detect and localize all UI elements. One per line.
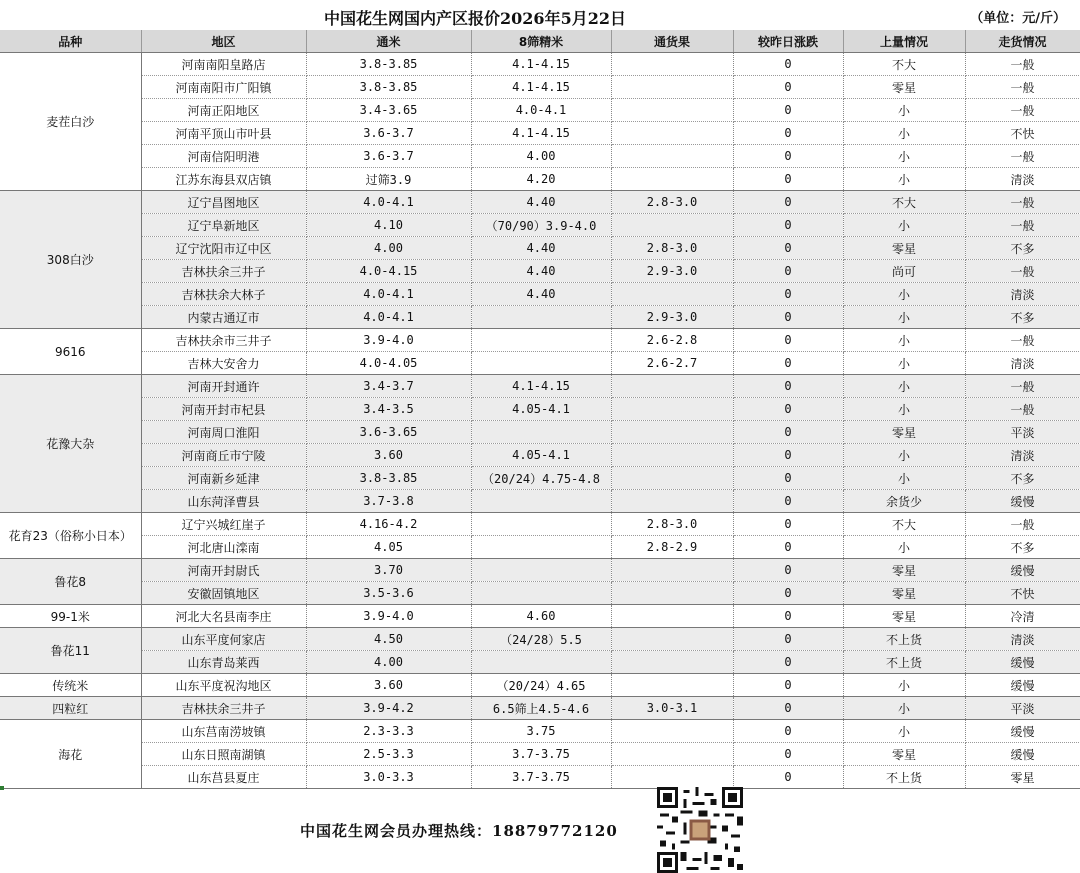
region-cell: 河南开封市杞县 [141, 398, 306, 421]
sieve8-cell: 4.05-4.1 [471, 398, 611, 421]
supply-cell: 尚可 [843, 260, 965, 283]
table-row [0, 260, 1080, 283]
sales-cell: 清淡 [965, 628, 1080, 651]
sieve8-cell: （24/28）5.5 [471, 628, 611, 651]
table-row [0, 559, 1080, 582]
price-table [0, 30, 1080, 789]
region-cell: 河南商丘市宁陵 [141, 444, 306, 467]
region-cell: 山东莒县夏庄 [141, 766, 306, 789]
change-cell: 0 [733, 214, 843, 237]
footer [0, 786, 1080, 873]
supply-cell: 小 [843, 145, 965, 168]
tonghuoguo-cell: 2.8-3.0 [611, 513, 733, 536]
sales-cell: 清淡 [965, 283, 1080, 306]
tongmi-cell: 3.60 [306, 674, 471, 697]
sales-cell: 一般 [965, 191, 1080, 214]
tongmi-cell: 3.6-3.7 [306, 145, 471, 168]
region-cell: 河北大名县南李庄 [141, 605, 306, 628]
sieve8-cell: 4.20 [471, 168, 611, 191]
supply-cell: 小 [843, 306, 965, 329]
table-row [0, 145, 1080, 168]
tonghuoguo-cell [611, 651, 733, 674]
sales-cell: 清淡 [965, 168, 1080, 191]
region-cell: 辽宁阜新地区 [141, 214, 306, 237]
table-row [0, 720, 1080, 743]
region-cell: 吉林扶余市三井子 [141, 329, 306, 352]
sales-cell: 缓慢 [965, 674, 1080, 697]
sieve8-cell: （70/90）3.9-4.0 [471, 214, 611, 237]
tongmi-cell: 3.8-3.85 [306, 467, 471, 490]
change-cell: 0 [733, 582, 843, 605]
region-cell: 山东青岛莱西 [141, 651, 306, 674]
sieve8-cell: 4.1-4.15 [471, 53, 611, 76]
header-tongmi: 通米 [306, 30, 471, 53]
region-cell: 辽宁沈阳市辽中区 [141, 237, 306, 260]
table-row [0, 76, 1080, 99]
region-cell: 山东平度何家店 [141, 628, 306, 651]
supply-cell: 小 [843, 674, 965, 697]
sales-cell: 一般 [965, 99, 1080, 122]
tonghuoguo-cell [611, 628, 733, 651]
header-change: 较昨日涨跌 [733, 30, 843, 53]
tonghuoguo-cell [611, 76, 733, 99]
sales-cell: 一般 [965, 214, 1080, 237]
sales-cell: 缓慢 [965, 490, 1080, 513]
region-cell: 河北唐山滦南 [141, 536, 306, 559]
sieve8-cell: 4.40 [471, 283, 611, 306]
table-row [0, 122, 1080, 145]
change-cell: 0 [733, 559, 843, 582]
header-row [0, 30, 1080, 53]
sales-cell: 清淡 [965, 444, 1080, 467]
tonghuoguo-cell: 3.0-3.1 [611, 697, 733, 720]
supply-cell: 小 [843, 352, 965, 375]
tongmi-cell: 过筛3.9 [306, 168, 471, 191]
hotline-text: 中国花生网会员办理热线：18879772120 [300, 822, 618, 840]
tongmi-cell: 3.9-4.2 [306, 697, 471, 720]
tonghuoguo-cell: 2.8-2.9 [611, 536, 733, 559]
change-cell: 0 [733, 329, 843, 352]
supply-cell: 小 [843, 283, 965, 306]
supply-cell: 小 [843, 398, 965, 421]
sieve8-cell: 4.05-4.1 [471, 444, 611, 467]
tongmi-cell: 2.3-3.3 [306, 720, 471, 743]
header-supply: 上量情况 [843, 30, 965, 53]
sales-cell: 缓慢 [965, 720, 1080, 743]
tongmi-cell: 4.0-4.1 [306, 306, 471, 329]
region-cell: 山东菏泽曹县 [141, 490, 306, 513]
tongmi-cell: 3.4-3.7 [306, 375, 471, 398]
supply-cell: 小 [843, 122, 965, 145]
table-row [0, 99, 1080, 122]
tonghuoguo-cell: 2.9-3.0 [611, 260, 733, 283]
table-row [0, 352, 1080, 375]
sieve8-cell [471, 352, 611, 375]
region-cell: 河南正阳地区 [141, 99, 306, 122]
supply-cell: 小 [843, 99, 965, 122]
variety-cell: 花育23（俗称小日本） [0, 513, 141, 559]
tongmi-cell: 4.0-4.15 [306, 260, 471, 283]
supply-cell: 小 [843, 467, 965, 490]
tonghuoguo-cell [611, 214, 733, 237]
sales-cell: 不多 [965, 467, 1080, 490]
region-cell: 河南南阳皇路店 [141, 53, 306, 76]
variety-cell: 99-1米 [0, 605, 141, 628]
supply-cell: 小 [843, 720, 965, 743]
table-row [0, 444, 1080, 467]
table-row [0, 168, 1080, 191]
sales-cell: 清淡 [965, 352, 1080, 375]
sieve8-cell: 6.5筛上4.5-4.6 [471, 697, 611, 720]
table-row [0, 582, 1080, 605]
sieve8-cell [471, 329, 611, 352]
sieve8-cell: （20/24）4.75-4.8 [471, 467, 611, 490]
tonghuoguo-cell [611, 444, 733, 467]
region-cell: 河南开封尉氏 [141, 559, 306, 582]
tongmi-cell: 3.9-4.0 [306, 605, 471, 628]
table-row [0, 306, 1080, 329]
region-cell: 山东平度祝沟地区 [141, 674, 306, 697]
page-title: 中国花生网国内产区报价2026年5月22日 [324, 9, 626, 28]
change-cell: 0 [733, 306, 843, 329]
title-bar [0, 0, 1080, 32]
tonghuoguo-cell [611, 168, 733, 191]
sales-cell: 一般 [965, 329, 1080, 352]
change-cell: 0 [733, 697, 843, 720]
variety-cell: 海花 [0, 720, 141, 789]
change-cell: 0 [733, 720, 843, 743]
region-cell: 吉林大安舍力 [141, 352, 306, 375]
tonghuoguo-cell [611, 53, 733, 76]
tongmi-cell: 4.0-4.1 [306, 191, 471, 214]
variety-cell: 传统米 [0, 674, 141, 697]
sieve8-cell: （20/24）4.65 [471, 674, 611, 697]
change-cell: 0 [733, 467, 843, 490]
change-cell: 0 [733, 605, 843, 628]
sieve8-cell [471, 490, 611, 513]
tongmi-cell: 4.16-4.2 [306, 513, 471, 536]
change-cell: 0 [733, 375, 843, 398]
tonghuoguo-cell [611, 99, 733, 122]
supply-cell: 小 [843, 329, 965, 352]
sales-cell: 冷清 [965, 605, 1080, 628]
variety-cell: 鲁花8 [0, 559, 141, 605]
unit-label: （单位：元/斤） [970, 11, 1066, 26]
region-cell: 山东日照南湖镇 [141, 743, 306, 766]
tongmi-cell: 4.10 [306, 214, 471, 237]
sieve8-cell: 4.1-4.15 [471, 76, 611, 99]
tongmi-cell: 3.6-3.65 [306, 421, 471, 444]
tonghuoguo-cell: 2.9-3.0 [611, 306, 733, 329]
tonghuoguo-cell: 2.6-2.7 [611, 352, 733, 375]
tonghuoguo-cell [611, 421, 733, 444]
tongmi-cell: 3.0-3.3 [306, 766, 471, 789]
change-cell: 0 [733, 191, 843, 214]
tonghuoguo-cell [611, 122, 733, 145]
tongmi-cell: 3.8-3.85 [306, 76, 471, 99]
tonghuoguo-cell [611, 145, 733, 168]
change-cell: 0 [733, 99, 843, 122]
change-cell: 0 [733, 513, 843, 536]
sales-cell: 平淡 [965, 697, 1080, 720]
variety-cell: 308白沙 [0, 191, 141, 329]
tonghuoguo-cell [611, 582, 733, 605]
region-cell: 内蒙古通辽市 [141, 306, 306, 329]
sieve8-cell: 4.1-4.15 [471, 375, 611, 398]
table-row [0, 375, 1080, 398]
table-row [0, 605, 1080, 628]
sieve8-cell: 3.7-3.75 [471, 766, 611, 789]
sieve8-cell [471, 559, 611, 582]
tongmi-cell: 3.8-3.85 [306, 53, 471, 76]
sales-cell: 缓慢 [965, 559, 1080, 582]
tonghuoguo-cell [611, 743, 733, 766]
sales-cell: 平淡 [965, 421, 1080, 444]
tonghuoguo-cell [611, 674, 733, 697]
tongmi-cell: 3.4-3.65 [306, 99, 471, 122]
sales-cell: 一般 [965, 145, 1080, 168]
tonghuoguo-cell: 2.8-3.0 [611, 191, 733, 214]
region-cell: 辽宁昌图地区 [141, 191, 306, 214]
change-cell: 0 [733, 398, 843, 421]
table-row [0, 283, 1080, 306]
sieve8-cell: 4.1-4.15 [471, 122, 611, 145]
table-row [0, 490, 1080, 513]
sieve8-cell: 3.75 [471, 720, 611, 743]
variety-cell: 花豫大杂 [0, 375, 141, 513]
table-row [0, 214, 1080, 237]
region-cell: 河南周口淮阳 [141, 421, 306, 444]
table-row [0, 674, 1080, 697]
region-cell: 吉林扶余三井子 [141, 697, 306, 720]
table-row [0, 536, 1080, 559]
change-cell: 0 [733, 766, 843, 789]
sieve8-cell [471, 513, 611, 536]
supply-cell: 余货少 [843, 490, 965, 513]
tongmi-cell: 2.5-3.3 [306, 743, 471, 766]
table-row [0, 398, 1080, 421]
supply-cell: 不大 [843, 191, 965, 214]
qr-code-icon [657, 787, 743, 873]
tonghuoguo-cell [611, 398, 733, 421]
supply-cell: 零星 [843, 421, 965, 444]
variety-cell: 9616 [0, 329, 141, 375]
change-cell: 0 [733, 674, 843, 697]
region-cell: 河南平顶山市叶县 [141, 122, 306, 145]
region-cell: 河南开封通许 [141, 375, 306, 398]
change-cell: 0 [733, 168, 843, 191]
table-row [0, 743, 1080, 766]
sales-cell: 一般 [965, 513, 1080, 536]
change-cell: 0 [733, 122, 843, 145]
table-row [0, 467, 1080, 490]
change-cell: 0 [733, 421, 843, 444]
tonghuoguo-cell [611, 375, 733, 398]
sieve8-cell: 4.60 [471, 605, 611, 628]
change-cell: 0 [733, 260, 843, 283]
sales-cell: 缓慢 [965, 651, 1080, 674]
supply-cell: 小 [843, 536, 965, 559]
header-region: 地区 [141, 30, 306, 53]
sieve8-cell: 4.00 [471, 145, 611, 168]
sales-cell: 零星 [965, 766, 1080, 789]
change-cell: 0 [733, 145, 843, 168]
tongmi-cell: 4.0-4.05 [306, 352, 471, 375]
change-cell: 0 [733, 536, 843, 559]
sieve8-cell [471, 421, 611, 444]
table-row [0, 628, 1080, 651]
tongmi-cell: 4.00 [306, 237, 471, 260]
supply-cell: 小 [843, 214, 965, 237]
sales-cell: 一般 [965, 76, 1080, 99]
region-cell: 江苏东海县双店镇 [141, 168, 306, 191]
table-row [0, 329, 1080, 352]
supply-cell: 零星 [843, 743, 965, 766]
table-row [0, 651, 1080, 674]
tongmi-cell: 3.6-3.7 [306, 122, 471, 145]
supply-cell: 零星 [843, 559, 965, 582]
sieve8-cell [471, 536, 611, 559]
supply-cell: 小 [843, 697, 965, 720]
sales-cell: 一般 [965, 398, 1080, 421]
table-row [0, 421, 1080, 444]
tongmi-cell: 4.05 [306, 536, 471, 559]
change-cell: 0 [733, 743, 843, 766]
tonghuoguo-cell [611, 605, 733, 628]
supply-cell: 小 [843, 168, 965, 191]
supply-cell: 不上货 [843, 766, 965, 789]
tongmi-cell: 3.9-4.0 [306, 329, 471, 352]
supply-cell: 不上货 [843, 651, 965, 674]
header-variety: 品种 [0, 30, 141, 53]
region-cell: 山东莒南涝坡镇 [141, 720, 306, 743]
change-cell: 0 [733, 490, 843, 513]
tonghuoguo-cell [611, 720, 733, 743]
supply-cell: 零星 [843, 76, 965, 99]
sales-cell: 不快 [965, 582, 1080, 605]
sieve8-cell: 4.40 [471, 260, 611, 283]
variety-cell: 四粒红 [0, 697, 141, 720]
sieve8-cell: 4.0-4.1 [471, 99, 611, 122]
sales-cell: 缓慢 [965, 743, 1080, 766]
change-cell: 0 [733, 283, 843, 306]
tonghuoguo-cell [611, 283, 733, 306]
region-cell: 辽宁兴城红崖子 [141, 513, 306, 536]
sales-cell: 不多 [965, 306, 1080, 329]
tongmi-cell: 3.70 [306, 559, 471, 582]
table-row [0, 53, 1080, 76]
sieve8-cell: 4.40 [471, 237, 611, 260]
region-cell: 河南新乡延津 [141, 467, 306, 490]
tonghuoguo-cell [611, 559, 733, 582]
tongmi-cell: 4.0-4.1 [306, 283, 471, 306]
sieve8-cell [471, 306, 611, 329]
sales-cell: 一般 [965, 375, 1080, 398]
table-row [0, 237, 1080, 260]
supply-cell: 小 [843, 444, 965, 467]
sieve8-cell [471, 582, 611, 605]
supply-cell: 不大 [843, 513, 965, 536]
tongmi-cell: 3.4-3.5 [306, 398, 471, 421]
change-cell: 0 [733, 237, 843, 260]
tongmi-cell: 3.60 [306, 444, 471, 467]
tongmi-cell: 4.00 [306, 651, 471, 674]
region-cell: 吉林扶余三井子 [141, 260, 306, 283]
tonghuoguo-cell [611, 467, 733, 490]
sales-cell: 不多 [965, 237, 1080, 260]
region-cell: 河南南阳市广阳镇 [141, 76, 306, 99]
change-cell: 0 [733, 53, 843, 76]
table-row [0, 697, 1080, 720]
table-body [0, 53, 1080, 789]
tonghuoguo-cell [611, 490, 733, 513]
supply-cell: 零星 [843, 237, 965, 260]
header-tonghuoguo: 通货果 [611, 30, 733, 53]
change-cell: 0 [733, 651, 843, 674]
supply-cell: 零星 [843, 605, 965, 628]
sales-cell: 不快 [965, 122, 1080, 145]
sales-cell: 一般 [965, 53, 1080, 76]
tongmi-cell: 3.5-3.6 [306, 582, 471, 605]
tonghuoguo-cell: 2.8-3.0 [611, 237, 733, 260]
table-row [0, 513, 1080, 536]
region-cell: 河南信阳明港 [141, 145, 306, 168]
tonghuoguo-cell: 2.6-2.8 [611, 329, 733, 352]
change-cell: 0 [733, 444, 843, 467]
supply-cell: 零星 [843, 582, 965, 605]
supply-cell: 不上货 [843, 628, 965, 651]
sieve8-cell [471, 651, 611, 674]
tongmi-cell: 3.7-3.8 [306, 490, 471, 513]
table-row [0, 191, 1080, 214]
change-cell: 0 [733, 352, 843, 375]
change-cell: 0 [733, 76, 843, 99]
region-cell: 安徽固镇地区 [141, 582, 306, 605]
sales-cell: 不多 [965, 536, 1080, 559]
change-cell: 0 [733, 628, 843, 651]
variety-cell: 鲁花11 [0, 628, 141, 674]
region-cell: 吉林扶余大林子 [141, 283, 306, 306]
supply-cell: 小 [843, 375, 965, 398]
header-8sieve: 8筛精米 [471, 30, 611, 53]
variety-cell: 麦茬白沙 [0, 53, 141, 191]
sales-cell: 一般 [965, 260, 1080, 283]
supply-cell: 不大 [843, 53, 965, 76]
tongmi-cell: 4.50 [306, 628, 471, 651]
header-sales: 走货情况 [965, 30, 1080, 53]
sieve8-cell: 3.7-3.75 [471, 743, 611, 766]
sieve8-cell: 4.40 [471, 191, 611, 214]
